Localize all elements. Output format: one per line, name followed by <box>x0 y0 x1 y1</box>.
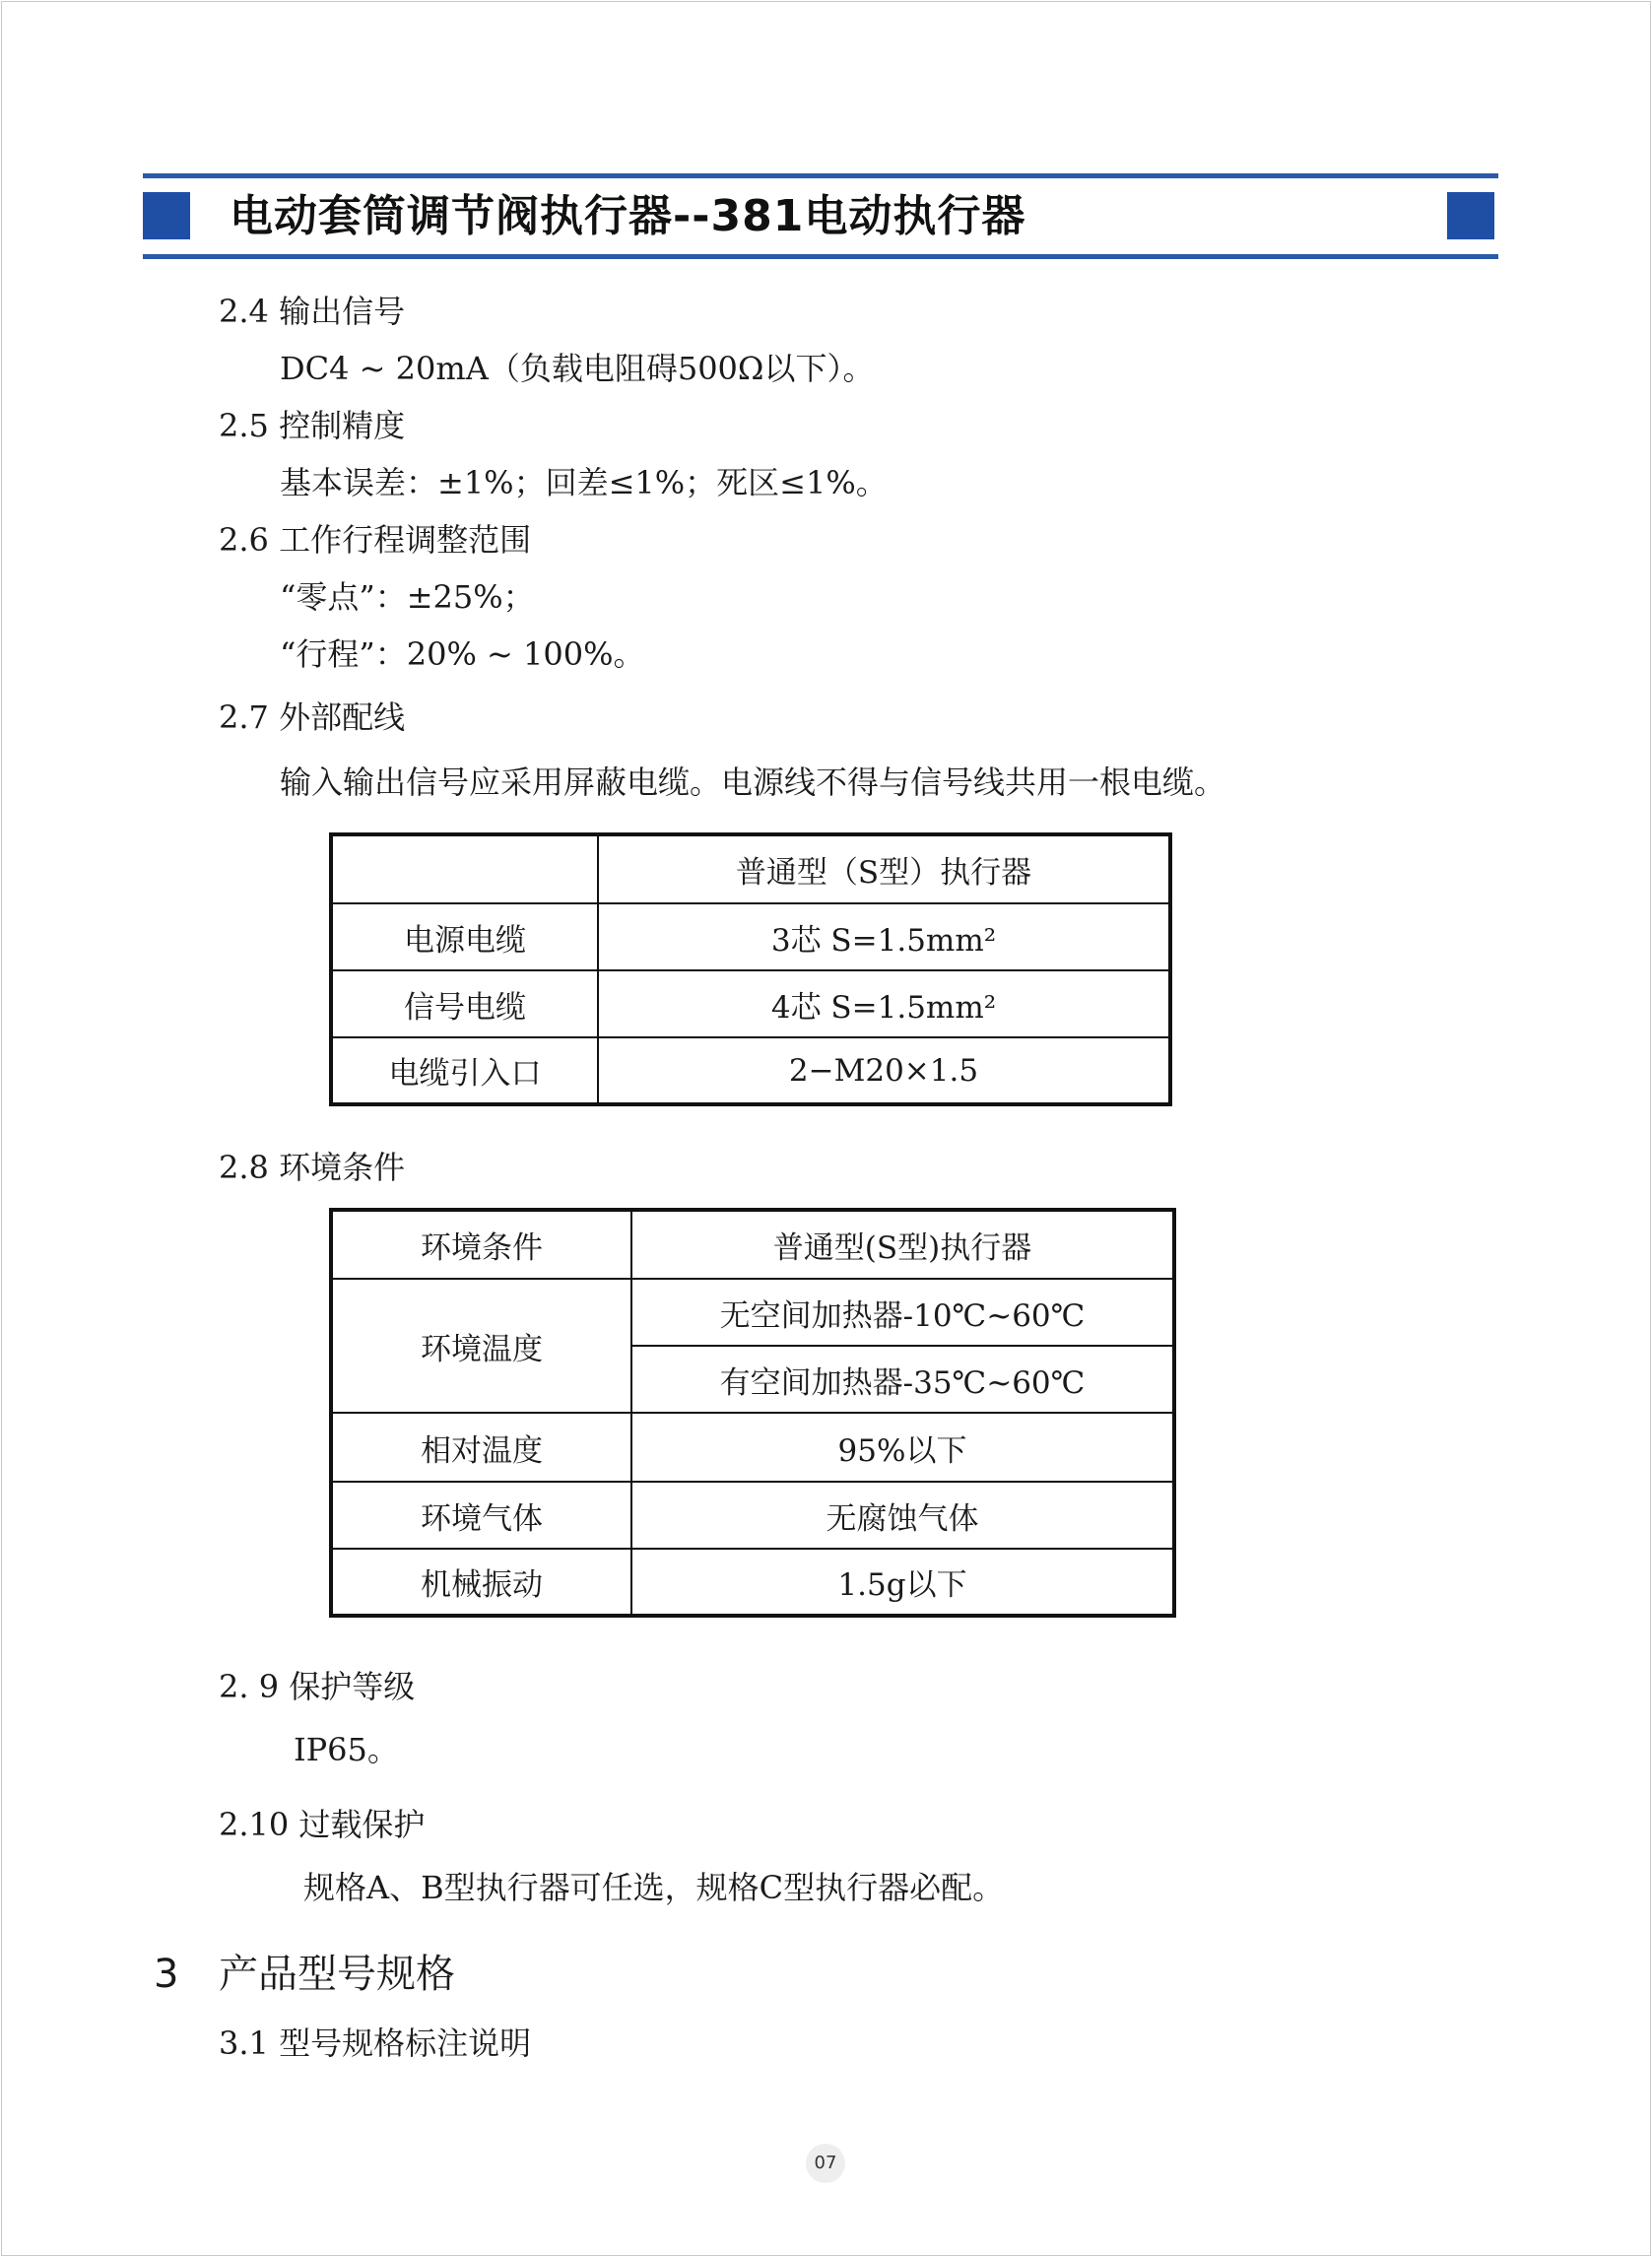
wiring-table <box>329 832 1172 1106</box>
section-2-7-heading: 2.7 外部配线 <box>219 698 406 736</box>
section-3-number: 3 <box>154 1952 179 1997</box>
table-cell-value: 无腐蚀气体 <box>631 1482 1174 1549</box>
section-2-10-text: 规格A、B型执行器可任选，规格C型执行器必配。 <box>303 1869 1005 1906</box>
table-header: 普通型（S型）执行器 <box>598 834 1170 903</box>
table-cell-label: 环境气体 <box>331 1482 631 1549</box>
table-cell-value: 有空间加热器-35℃~60℃ <box>631 1346 1174 1413</box>
section-2-6-heading: 2.6 工作行程调整范围 <box>219 521 532 559</box>
table-row <box>331 1549 1174 1616</box>
section-2-4-text: DC4 ~ 20mA（负载电阻碍500Ω以下）。 <box>280 350 875 387</box>
page-border <box>1 1 1651 2256</box>
header-bottom-rule <box>143 254 1498 259</box>
table-row <box>331 1279 1174 1346</box>
section-2-4-heading: 2.4 输出信号 <box>219 293 406 330</box>
section-2-6-line1: “零点”：±25%； <box>280 578 535 616</box>
table-cell-label: 电源电缆 <box>331 903 598 970</box>
section-2-5-text: 基本误差：±1%；回差≤1%；死区≤1%。 <box>280 464 888 501</box>
section-2-9-heading: 2. 9 保护等级 <box>219 1668 416 1705</box>
table-cell-value: 95%以下 <box>631 1413 1174 1482</box>
table-row <box>331 970 1170 1037</box>
section-2-5-heading: 2.5 控制精度 <box>219 407 406 444</box>
table-cell-label: 相对温度 <box>331 1413 631 1482</box>
table-cell-value: 1.5g以下 <box>631 1549 1174 1616</box>
section-3-1-heading: 3.1 型号规格标注说明 <box>219 2025 532 2062</box>
section-2-10-heading: 2.10 过载保护 <box>219 1806 426 1843</box>
table-cell-empty <box>331 834 598 903</box>
table-cell-label: 环境温度 <box>331 1279 631 1413</box>
table-header: 环境条件 <box>331 1210 631 1279</box>
table-row <box>331 1413 1174 1482</box>
section-2-6-line2: “行程”：20% ~ 100%。 <box>280 635 645 673</box>
table-row <box>331 834 1170 903</box>
section-3-title: 产品型号规格 <box>219 1952 455 1997</box>
section-2-8-heading: 2.8 环境条件 <box>219 1149 406 1186</box>
table-row <box>331 1210 1174 1279</box>
table-cell-value: 3芯 S=1.5mm² <box>598 903 1170 970</box>
section-2-9-text: IP65。 <box>294 1731 399 1768</box>
environment-table <box>329 1208 1176 1618</box>
table-header: 普通型(S型)执行器 <box>631 1210 1174 1279</box>
table-row <box>331 903 1170 970</box>
table-cell-value: 4芯 S=1.5mm² <box>598 970 1170 1037</box>
table-cell-value: 无空间加热器-10℃~60℃ <box>631 1279 1174 1346</box>
table-cell-label: 机械振动 <box>331 1549 631 1616</box>
header-left-square <box>143 192 190 239</box>
page-number: 07 <box>806 2144 845 2183</box>
section-2-7-text: 输入输出信号应采用屏蔽电缆。电源线不得与信号线共用一根电缆。 <box>280 763 1226 801</box>
page-title: 电动套筒调节阀执行器--381电动执行器 <box>230 191 1026 241</box>
table-cell-label: 信号电缆 <box>331 970 598 1037</box>
header-right-square <box>1447 192 1494 239</box>
page-header <box>143 173 1498 262</box>
table-cell-value: 2−M20×1.5 <box>598 1037 1170 1104</box>
table-cell-label: 电缆引入口 <box>331 1037 598 1104</box>
header-top-rule <box>143 173 1498 178</box>
table-row <box>331 1482 1174 1549</box>
table-row <box>331 1037 1170 1104</box>
